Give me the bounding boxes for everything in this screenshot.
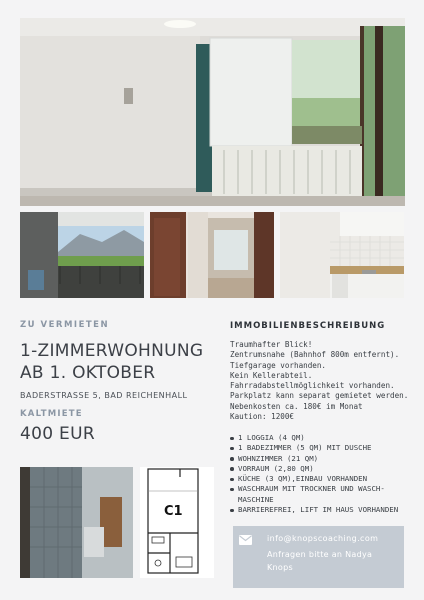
title-line-1: 1-ZIMMERWOHNUNG [20,341,204,361]
floorplan [140,467,214,578]
feature-item: KÜCHE (3 QM),EINBAU VORHANDEN [230,474,416,484]
address: BADERSTRASSE 5, BAD REICHENHALL [20,391,188,400]
feature-item: 1 BADEZIMMER (5 QM) MIT DUSCHE [230,443,416,453]
title-line-2: AB 1. OKTOBER [20,363,156,383]
feature-list [230,433,416,515]
for-rent-label: ZU VERMIETEN [20,320,110,330]
description-line: Kaution: 1200€ [230,412,295,422]
envelope-icon [239,535,252,545]
rent-price: 400 EUR [20,424,95,444]
description-line: Kein Kellerabteil. [230,370,313,380]
rent-label: KALTMIETE [20,409,83,419]
description-heading: IMMOBILIENBESCHREIBUNG [230,321,386,331]
description-line: Parkplatz kann separat gemietet werden. [230,391,409,401]
hallway-photo [150,212,274,298]
description-line: Traumhafter Blick! [230,340,313,349]
feature-item: BARRIEREFREI, LIFT IM HAUS VORHANDEN [230,505,416,515]
hero-photo [20,18,405,206]
description-line: Zentrumsnahe (Bahnhof 800m entfernt). [230,350,400,360]
kitchen-photo [280,212,404,298]
loggia-photo [20,212,144,298]
contact-box [233,526,404,588]
description-line: Nebenkosten ca. 180€ im Monat [230,401,363,411]
listing-title [20,340,220,384]
feature-item: WASCHRAUM MIT TROCKNER UND WASCH-MASCHINE [230,484,416,505]
description-line: Tiefgarage vorhanden. [230,360,327,370]
contact-request: Anfragen bitte an Nadya Knops [267,550,373,572]
description-text [230,340,412,422]
feature-item: 1 LOGGIA (4 QM) [230,433,416,443]
feature-item: WOHNZIMMER (21 QM) [230,454,416,464]
contact-email[interactable]: info@knopscoaching.com [267,534,379,543]
description-line: Fahrradabstellmöglichkeit vorhanden. [230,381,395,391]
feature-item: VORRAUM (2,80 QM) [230,464,416,474]
bathroom-photo [20,467,133,578]
floorplan-label: C1 [164,504,183,519]
